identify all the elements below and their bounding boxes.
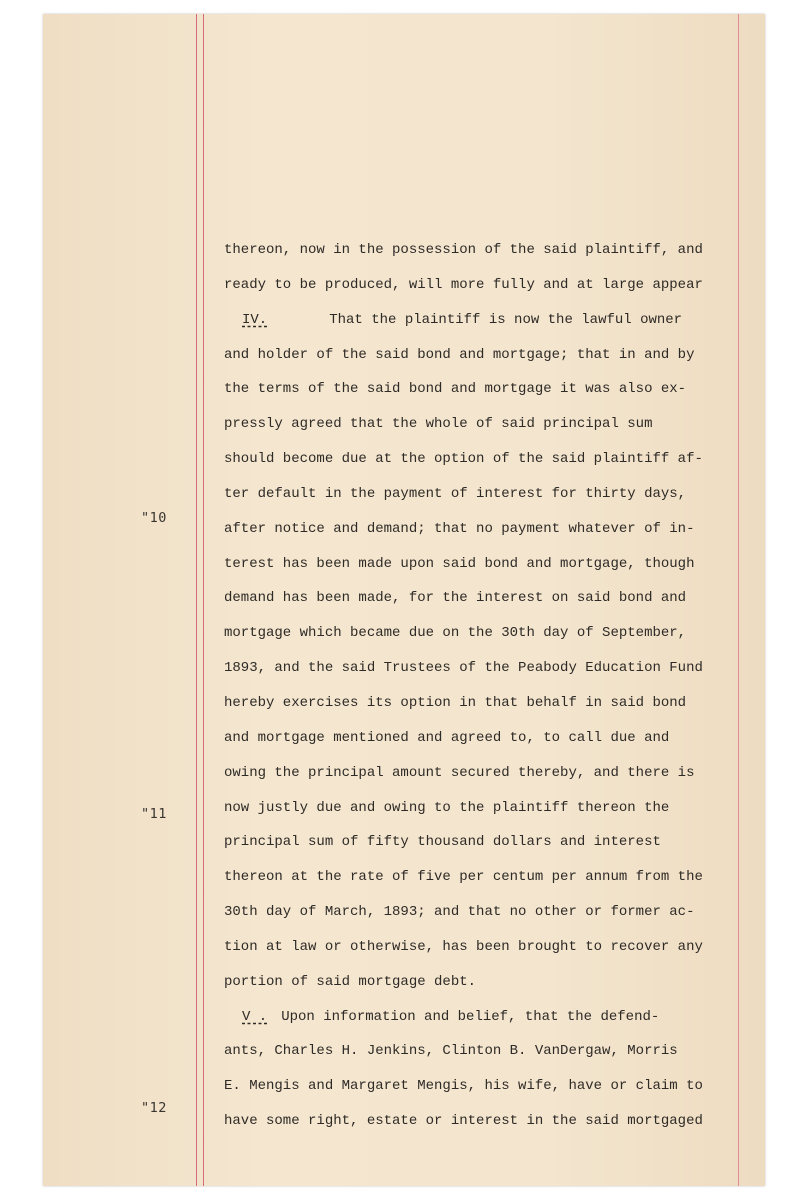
text-line: after notice and demand; that no payment whatever of in- <box>224 520 695 537</box>
text-line: ter default in the payment of interest for thirty days, <box>224 485 687 502</box>
text-line: pressly agreed that the whole of said principal sum <box>224 416 653 433</box>
text-line: portion of said mortgage debt. <box>224 973 477 990</box>
text-line: thereon, now in the possession of the said plaintiff, and <box>224 242 703 258</box>
margin-ref-10: "10 <box>141 510 167 526</box>
text-line: principal sum of fifty thousand dollars and interest <box>224 834 661 851</box>
text-line: thereon at the rate of five per centum per annum from the <box>224 869 703 886</box>
margin-rule-left-outer <box>196 14 197 1186</box>
section-number-iv: IV. <box>242 311 268 328</box>
text-line: 30th day of March, 1893; and that no other or former ac- <box>224 904 695 921</box>
section-v-text: Upon information and belief, that the defend- <box>281 1008 660 1025</box>
text-line: tion at law or otherwise, has been brought to recover any <box>224 938 703 955</box>
section-number-v: V . <box>242 1008 268 1025</box>
text-line-section-iv <box>224 308 739 343</box>
margin-rule-left-inner <box>203 14 204 1186</box>
text-line: owing the principal amount secured thereby, and there is <box>224 764 695 781</box>
text-line-section-v <box>224 1005 739 1040</box>
text-line: E. Mengis and Margaret Mengis, his wife, have or claim to <box>224 1078 703 1095</box>
margin-ref-12: "12 <box>141 1100 167 1116</box>
text-line: ants, Charles H. Jenkins, Clinton B. VanDergaw, Morris <box>224 1043 678 1060</box>
margin-ref-11: "11 <box>141 806 167 822</box>
text-line: demand has been made, for the interest on said bond and <box>224 590 687 607</box>
text-line: and holder of the said bond and mortgage; that in and by <box>224 346 695 363</box>
section-iv-text: That the plaintiff is now the lawful owner <box>329 311 683 328</box>
body-text <box>224 238 739 1144</box>
text-line: 1893, and the said Trustees of the Peabody Education Fund <box>224 660 703 677</box>
text-line: hereby exercises its option in that behalf in said bond <box>224 694 687 711</box>
text-line: ready to be produced, will more fully and at large appear <box>224 276 703 293</box>
text-line: should become due at the option of the said plaintiff af- <box>224 451 703 468</box>
text-line: and mortgage mentioned and agreed to, to call due and <box>224 729 670 746</box>
text-line: the terms of the said bond and mortgage it was also ex- <box>224 381 687 398</box>
text-line: have some right, estate or interest in the said mortgaged <box>224 1113 703 1130</box>
text-line: mortgage which became due on the 30th day of September, <box>224 625 687 642</box>
document-page <box>43 14 765 1186</box>
text-line: now justly due and owing to the plaintiff thereon the <box>224 799 670 816</box>
text-line: terest has been made upon said bond and mortgage, though <box>224 555 695 572</box>
